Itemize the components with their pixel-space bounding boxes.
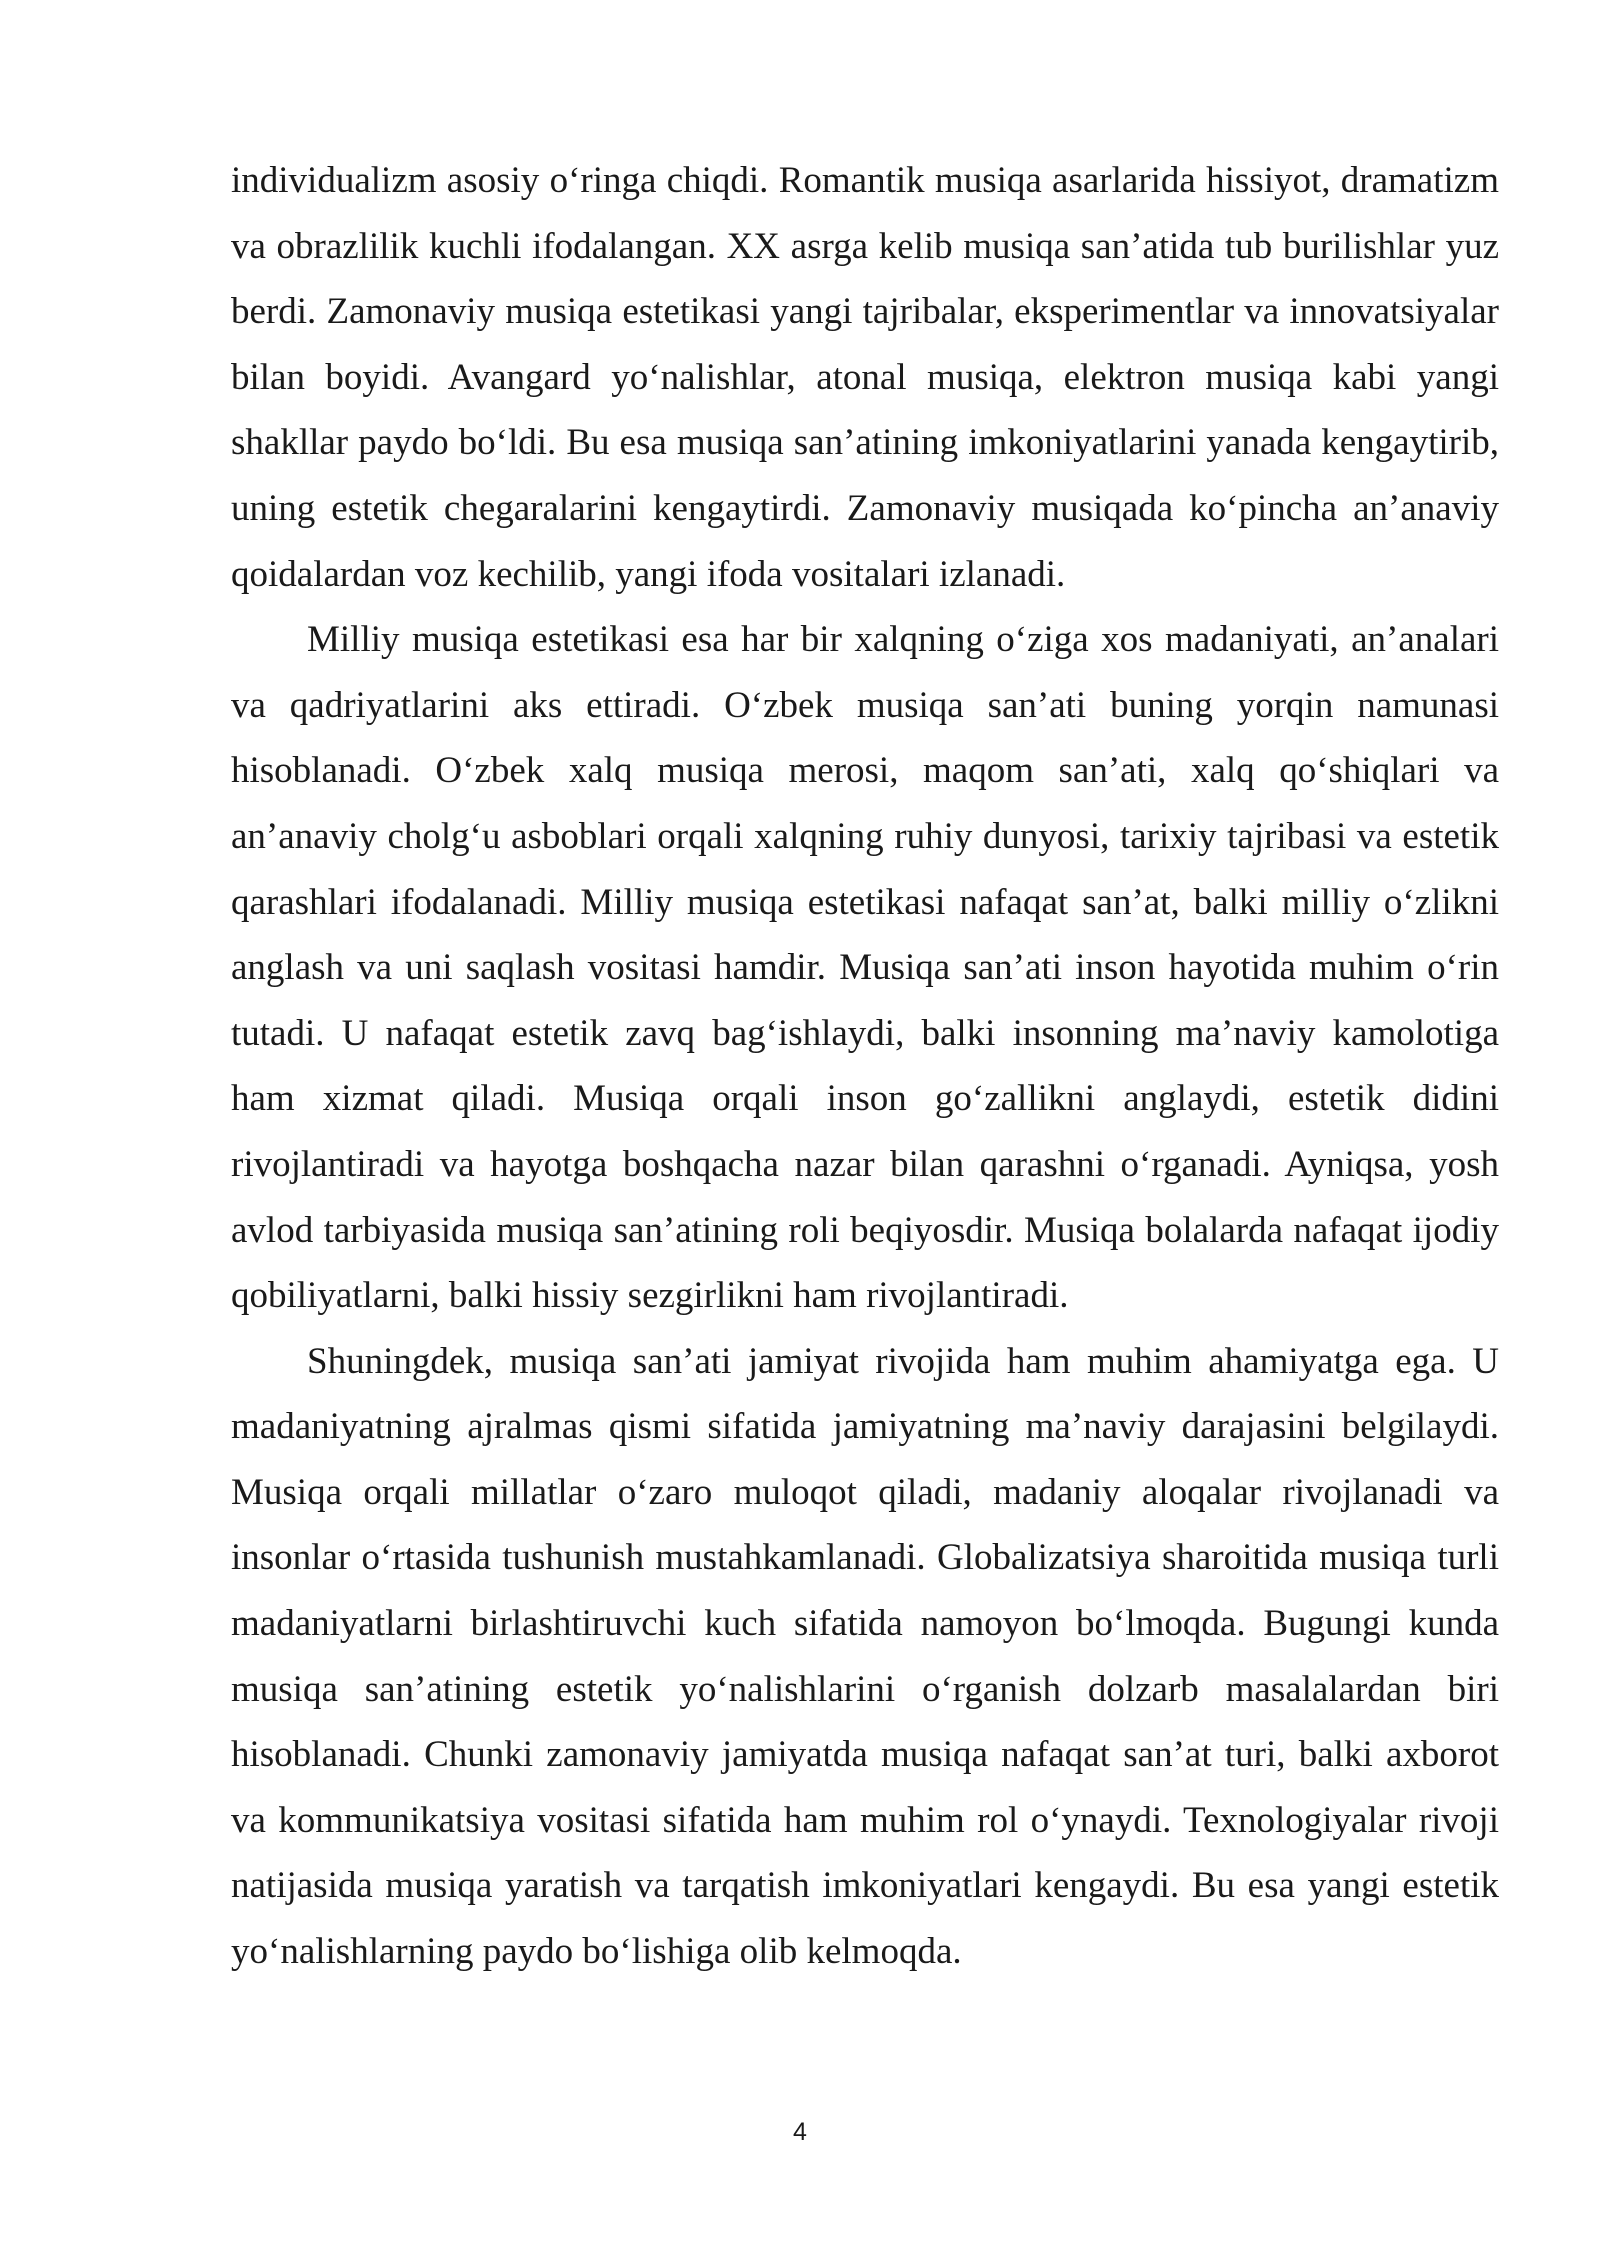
paragraph-continuation: individualizm asosiy o‘ringa chiqdi. Romantik musiqa asarlarida hissiyot, dramatizm va obrazlilik kuchli ifodalangan. XX asrga kelib musiqa san’atida tub burilishlar yuz berdi. Zamonaviy musiqa estetikasi yangi tajribalar, eksperimentlar va innovatsiyalar bilan boyidi. Avangard yo‘nalishlar, atonal musiqa, elektron musiqa kabi yangi shakllar paydo bo‘ldi. Bu esa musiqa san’atining imkoniyatlarini yanada kengaytirib, uning estetik chegaralarini kengaytirdi. Zamonaviy musiqada ko‘pincha an’anaviy qoidalardan voz kechilib, yangi ifoda vositalari izlanadi. [231,160,1499,595]
paragraph-shuningdek: Shuningdek, musiqa san’ati jamiyat rivojida ham muhim ahamiyatga ega. U madaniyatning ajralmas qismi sifatida jamiyatning ma’naviy darajasini belgilaydi. Musiqa orqali millatlar o‘zaro muloqot qiladi, madaniy aloqalar rivojlanadi va insonlar o‘rtasida tushunish mustahkamlanadi. Globalizatsiya sharoitida musiqa turli madaniyatlarni birlashtiruvchi kuch sifatida namoyon bo‘lmoqda. Bugungi kunda musiqa san’atining estetik yo‘nalishlarini o‘rganish dolzarb masalalardan biri hisoblanadi. Chunki zamonaviy jamiyatda musiqa nafaqat san’at turi, balki axborot va kommunikatsiya vositasi sifatida ham muhim rol o‘ynaydi. Texnologiyalar rivoji natijasida musiqa yaratish va tarqatish imkoniyatlari kengaydi. Bu esa yangi estetik yo‘nalishlarning paydo bo‘lishiga olib kelmoqda. [231,1340,1499,1973]
body-text [231,148,1499,1985]
paragraph-milliy-musiqa: Milliy musiqa estetikasi esa har bir xalqning o‘ziga xos madaniyati, an’analari va qadriyatlarini aks ettiradi. O‘zbek musiqa san’ati buning yorqin namunasi hisoblanadi. O‘zbek xalq musiqa merosi, maqom san’ati, xalq qo‘shiqlari va an’anaviy cholg‘u asboblari orqali xalqning ruhiy dunyosi, tarixiy tajribasi va estetik qarashlari ifodalanadi. Milliy musiqa estetikasi nafaqat san’at, balki milliy o‘zlikni anglash va uni saqlash vositasi hamdir. Musiqa san’ati inson hayotida muhim o‘rin tutadi. U nafaqat estetik zavq bag‘ishlaydi, balki insonning ma’naviy kamolotiga ham xizmat qiladi. Musiqa orqali inson go‘zallikni anglaydi, estetik didini rivojlantiradi va hayotga boshqacha nazar bilan qarashni o‘rganadi. Ayniqsa, yosh avlod tarbiyasida musiqa san’atining roli beqiyosdir. Musiqa bolalarda nafaqat ijodiy qobiliyatlarni, balki hissiy sezgirlikni ham rivojlantiradi. [231,619,1499,1317]
page-number: 4 [793,2118,807,2146]
